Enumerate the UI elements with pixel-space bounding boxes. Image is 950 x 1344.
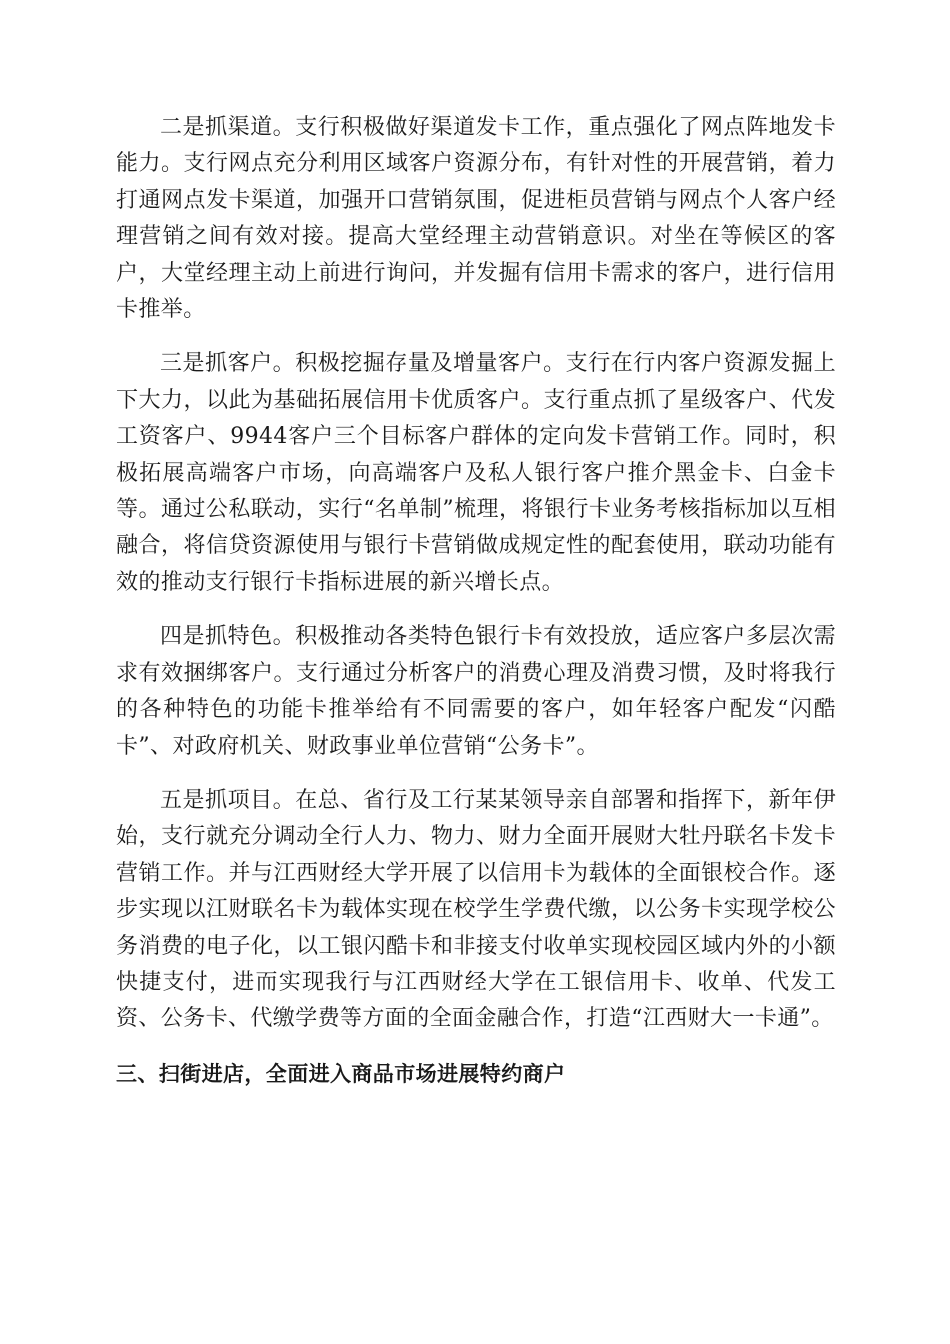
paragraph-channels: 二是抓渠道。支行积极做好渠道发卡工作，重点强化了网点阵地发卡能力。支行网点充分利用区域客户资源分布，有针对性的开展营销，着力打通网点发卡渠道，加强开口营销氛围，促进柜员营销与网点个人客户经理营销之间有效对接。提高大堂经理主动营销意识。对坐在等候区的客户，大堂经理主动上前进行询问，并发掘有信用卡需求的客户，进行信用卡推举。 [116,115,836,323]
paragraph-features: 四是抓特色。积极推动各类特色银行卡有效投放，适应客户多层次需求有效捆绑客户。支行通过分析客户的消费心理及消费习惯，及时将我行的各种特色的功能卡推举给有不同需要的客户，如年轻客户配发“闪酷卡”、对政府机关、财政事业单位营销“公务卡”。 [116,624,836,759]
section-heading: 三、扫街进店，全面进入商品市场进展特约商户 [116,1061,566,1086]
paragraph-projects: 五是抓项目。在总、省行及工行某某领导亲自部署和指挥下，新年伊始，支行就充分调动全行人力、物力、财力全面开展财大牡丹联名卡发卡营销工作。并与江西财经大学开展了以信用卡为载体的全面银校合作。逐步实现以江财联名卡为载体实现在校学生学费代缴，以公务卡实现学校公务消费的电子化，以工银闪酷卡和非接支付收单实现校园区域内外的小额快捷支付，进而实现我行与江西财经大学在工银信用卡、收单、代发工资、公务卡、代缴学费等方面的全面金融合作，打造“江西财大一卡通”。 [116,787,836,1032]
document-page [116,110,836,1092]
paragraph-customers: 三是抓客户。积极挖掘存量及增量客户。支行在行内客户资源发掘上下大力，以此为基础拓展信用卡优质客户。支行重点抓了星级客户、代发工资客户、9944客户三个目标客户群体的定向发卡营销工作。同时，积极拓展高端客户市场，向高端客户及私人银行客户推介黑金卡、白金卡等。通过公私联动，实行“名单制”梳理，将银行卡业务考核指标加以互相融合，将信贷资源使用与银行卡营销做成规定性的配套使用，联动功能有效的推动支行银行卡指标进展的新兴增长点。 [116,351,836,595]
